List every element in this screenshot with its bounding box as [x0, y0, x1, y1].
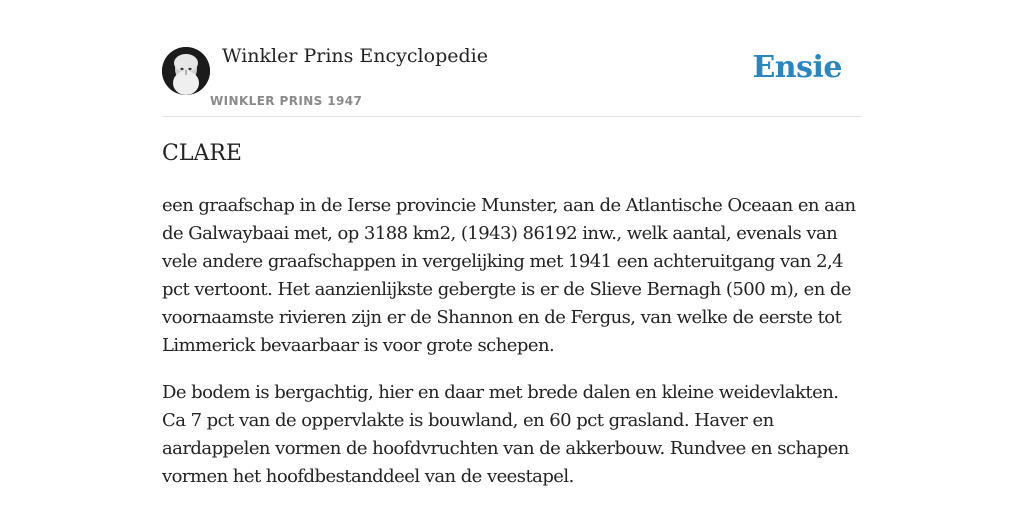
header — [162, 0, 862, 117]
article-title: CLARE — [162, 141, 242, 166]
article-paragraph: een graafschap in de Ierse provincie Munster, aan de Atlantische Oceaan en aan de Galwaybaai met, op 3188 km2, (1943) 86192 inw., welk aantal, evenals van vele andere graafschappen in vergelijking met 1941 een achteruitgang van 2,4 pct vertoont. Het aanzienlijkste gebergte is er de Slieve Bernagh (500 m), en de voornaamste rivieren zijn er de Shannon en de Fergus, van welke de eerste tot Limmerick bevaarbaar is voor grote schepen. — [162, 195, 856, 356]
source-title[interactable]: Winkler Prins Encyclopedie — [222, 45, 488, 67]
article-paragraph: De bodem is bergachtig, hier en daar met brede dalen en kleine weidevlakten. Ca 7 pct van de oppervlakte is bouwland, en 60 pct grasland. Haver en aardappelen vormen de hoofdvruchten van de akkerbouw. Rundvee en schapen vormen het hoofdbestanddeel van de veestapel. — [162, 382, 849, 487]
avatar[interactable] — [162, 47, 210, 95]
source-subtitle[interactable]: WINKLER PRINS 1947 — [210, 94, 363, 108]
brand-logo[interactable]: Ensie — [752, 50, 842, 85]
author-portrait-icon — [162, 47, 210, 95]
page — [162, 0, 862, 487]
